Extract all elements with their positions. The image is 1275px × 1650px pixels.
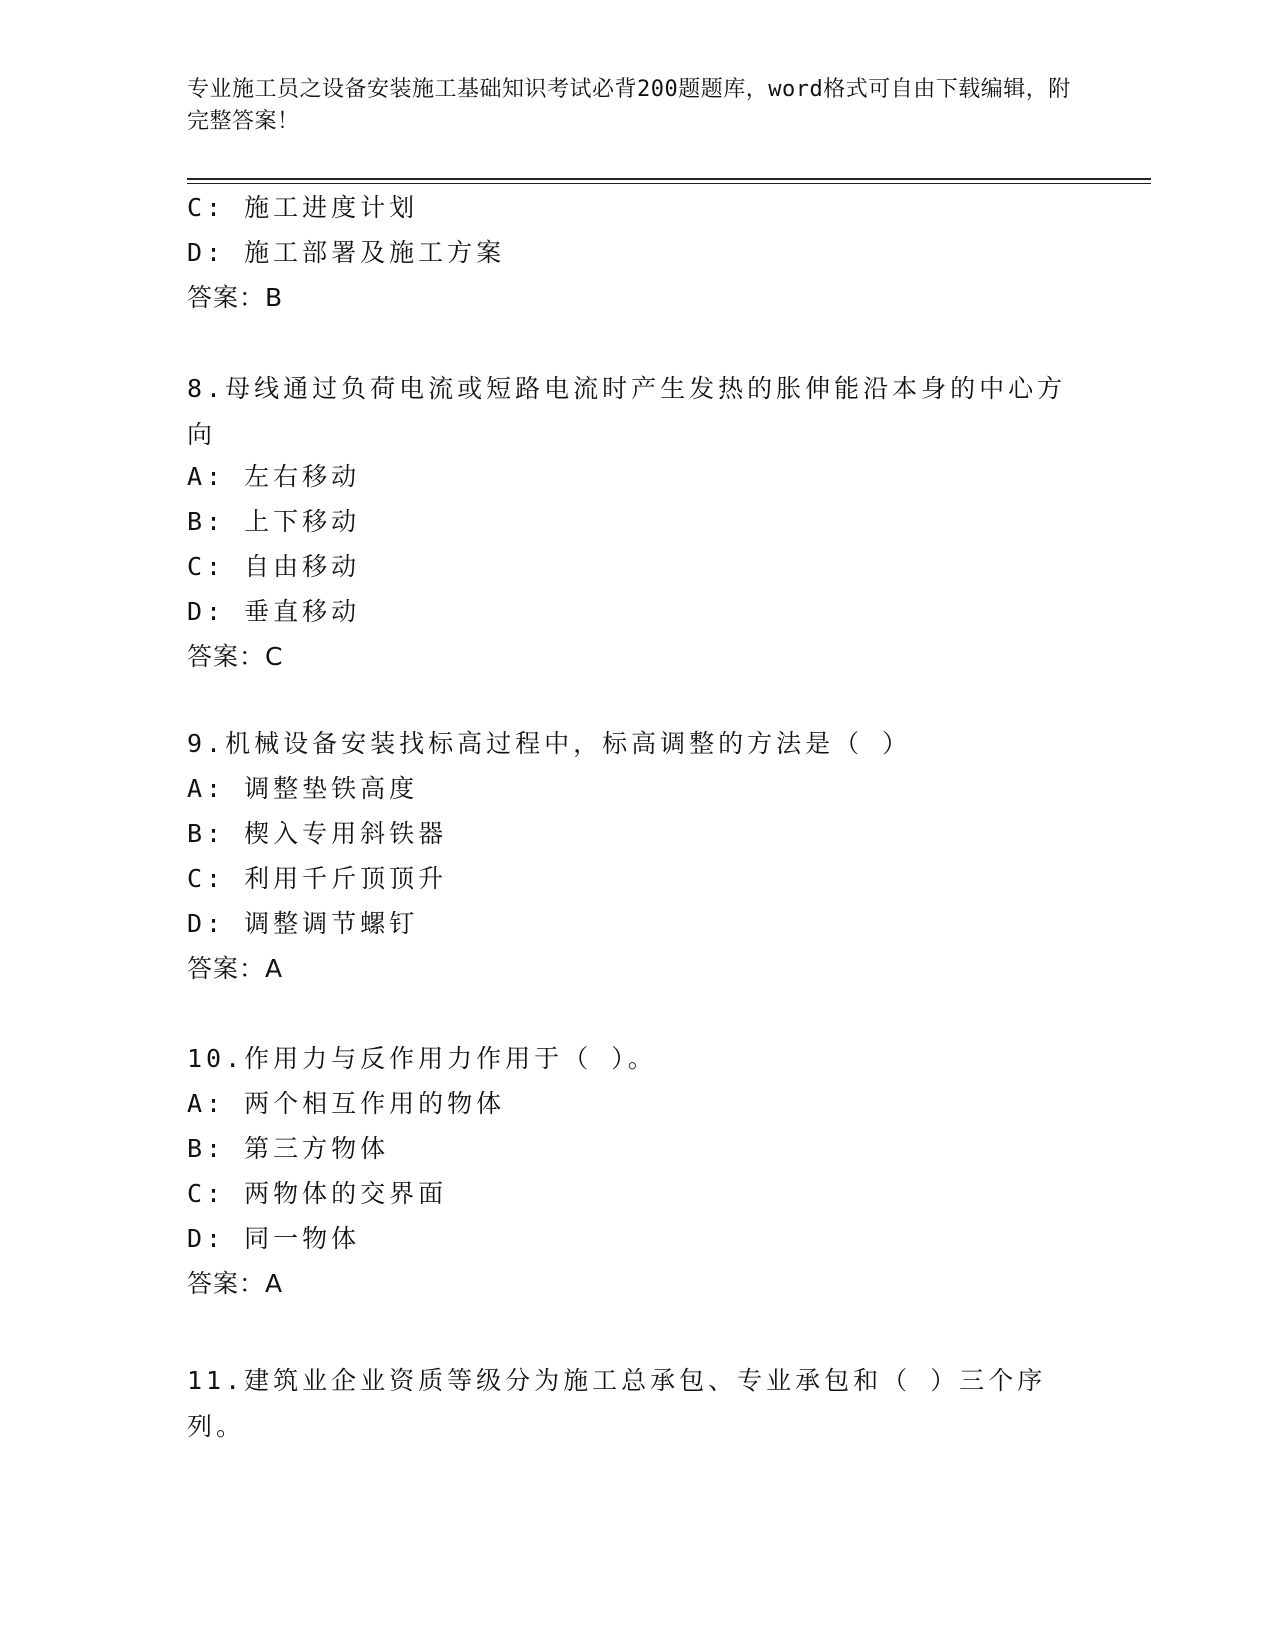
- q7-answer: 答案：B: [187, 283, 284, 312]
- q7-option-c: C: 施工进度计划: [187, 193, 419, 222]
- q8-option-c: C: 自由移动: [187, 552, 361, 581]
- header-divider-thin: [187, 183, 1151, 184]
- document-header: 专业施工员之设备安装施工基础知识考试必背200题题库，word格式可自由下载编辑，附完整答案！: [187, 77, 1071, 134]
- q9-option-a: A: 调整垫铁高度: [187, 774, 419, 803]
- q9-option-b: B: 楔入专用斜铁器: [187, 819, 448, 848]
- q8-stem: 8.母线通过负荷电流或短路电流时产生发热的胀伸能沿本身的中心方向: [187, 374, 1067, 449]
- q10-option-d: D: 同一物体: [187, 1224, 361, 1253]
- q8-option-a: A: 左右移动: [187, 462, 361, 491]
- q9-option-d: D: 调整调节螺钉: [187, 909, 419, 938]
- q10-answer: 答案：A: [187, 1269, 284, 1298]
- q9-option-c: C: 利用千斤顶顶升: [187, 864, 448, 893]
- q8-answer: 答案：C: [187, 642, 284, 671]
- q9-stem: 9.机械设备安装找标高过程中，标高调整的方法是（ ）: [187, 729, 912, 758]
- q11-stem: 11.建筑业企业资质等级分为施工总承包、专业承包和（ ）三个序列。: [187, 1366, 1047, 1441]
- q10-stem: 10.作用力与反作用力作用于（ ）。: [187, 1044, 657, 1073]
- q10-option-b: B: 第三方物体: [187, 1134, 390, 1163]
- q7-option-d: D: 施工部署及施工方案: [187, 238, 506, 267]
- q9-answer: 答案：A: [187, 954, 284, 983]
- q8-option-d: D: 垂直移动: [187, 597, 361, 626]
- q10-option-c: C: 两物体的交界面: [187, 1179, 448, 1208]
- q10-option-a: A: 两个相互作用的物体: [187, 1089, 506, 1118]
- header-divider: [187, 178, 1151, 180]
- q8-option-b: B: 上下移动: [187, 507, 361, 536]
